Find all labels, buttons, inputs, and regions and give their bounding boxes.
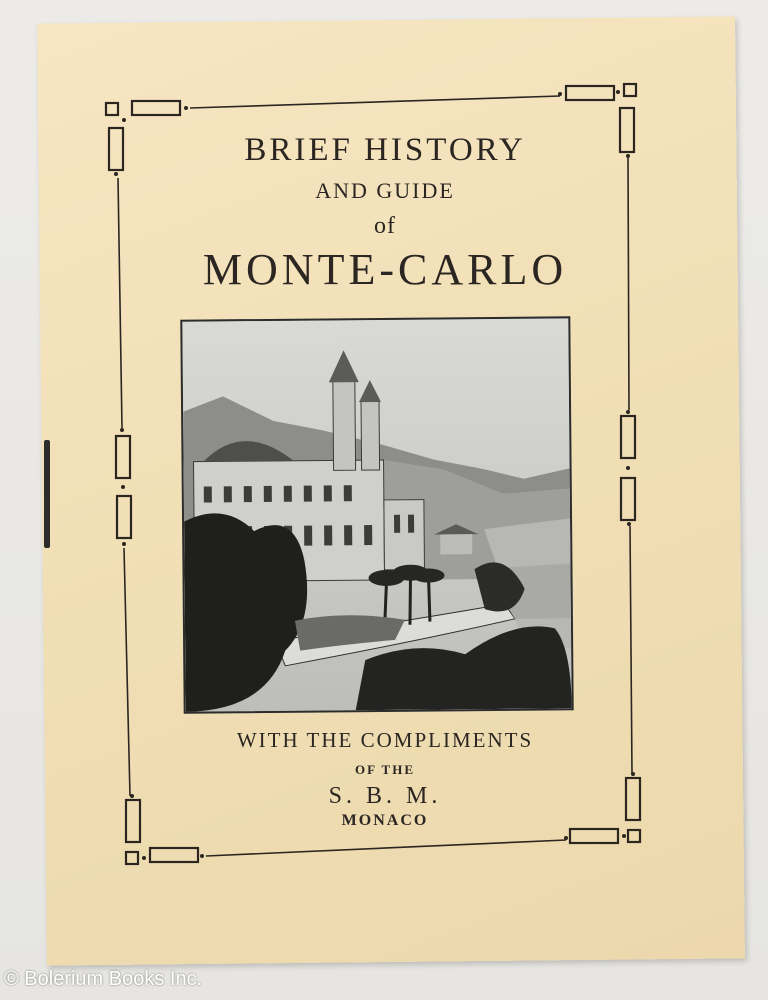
title-monte-carlo: MONTE-CARLO [202, 245, 568, 294]
organization-name: S. B. M. [328, 783, 442, 809]
compliments-line: WITH THE COMPLIMENTS [236, 728, 534, 752]
casino-photograph [180, 316, 573, 713]
copyright-watermark: © Bolerium Books Inc. [4, 968, 203, 990]
title-of: of [374, 213, 396, 239]
title-brief-history: BRIEF HISTORY [244, 132, 526, 168]
title-and-guide: AND GUIDE [315, 178, 455, 203]
location-name: MONACO [341, 812, 429, 829]
of-the-line: OF THE [354, 762, 416, 777]
